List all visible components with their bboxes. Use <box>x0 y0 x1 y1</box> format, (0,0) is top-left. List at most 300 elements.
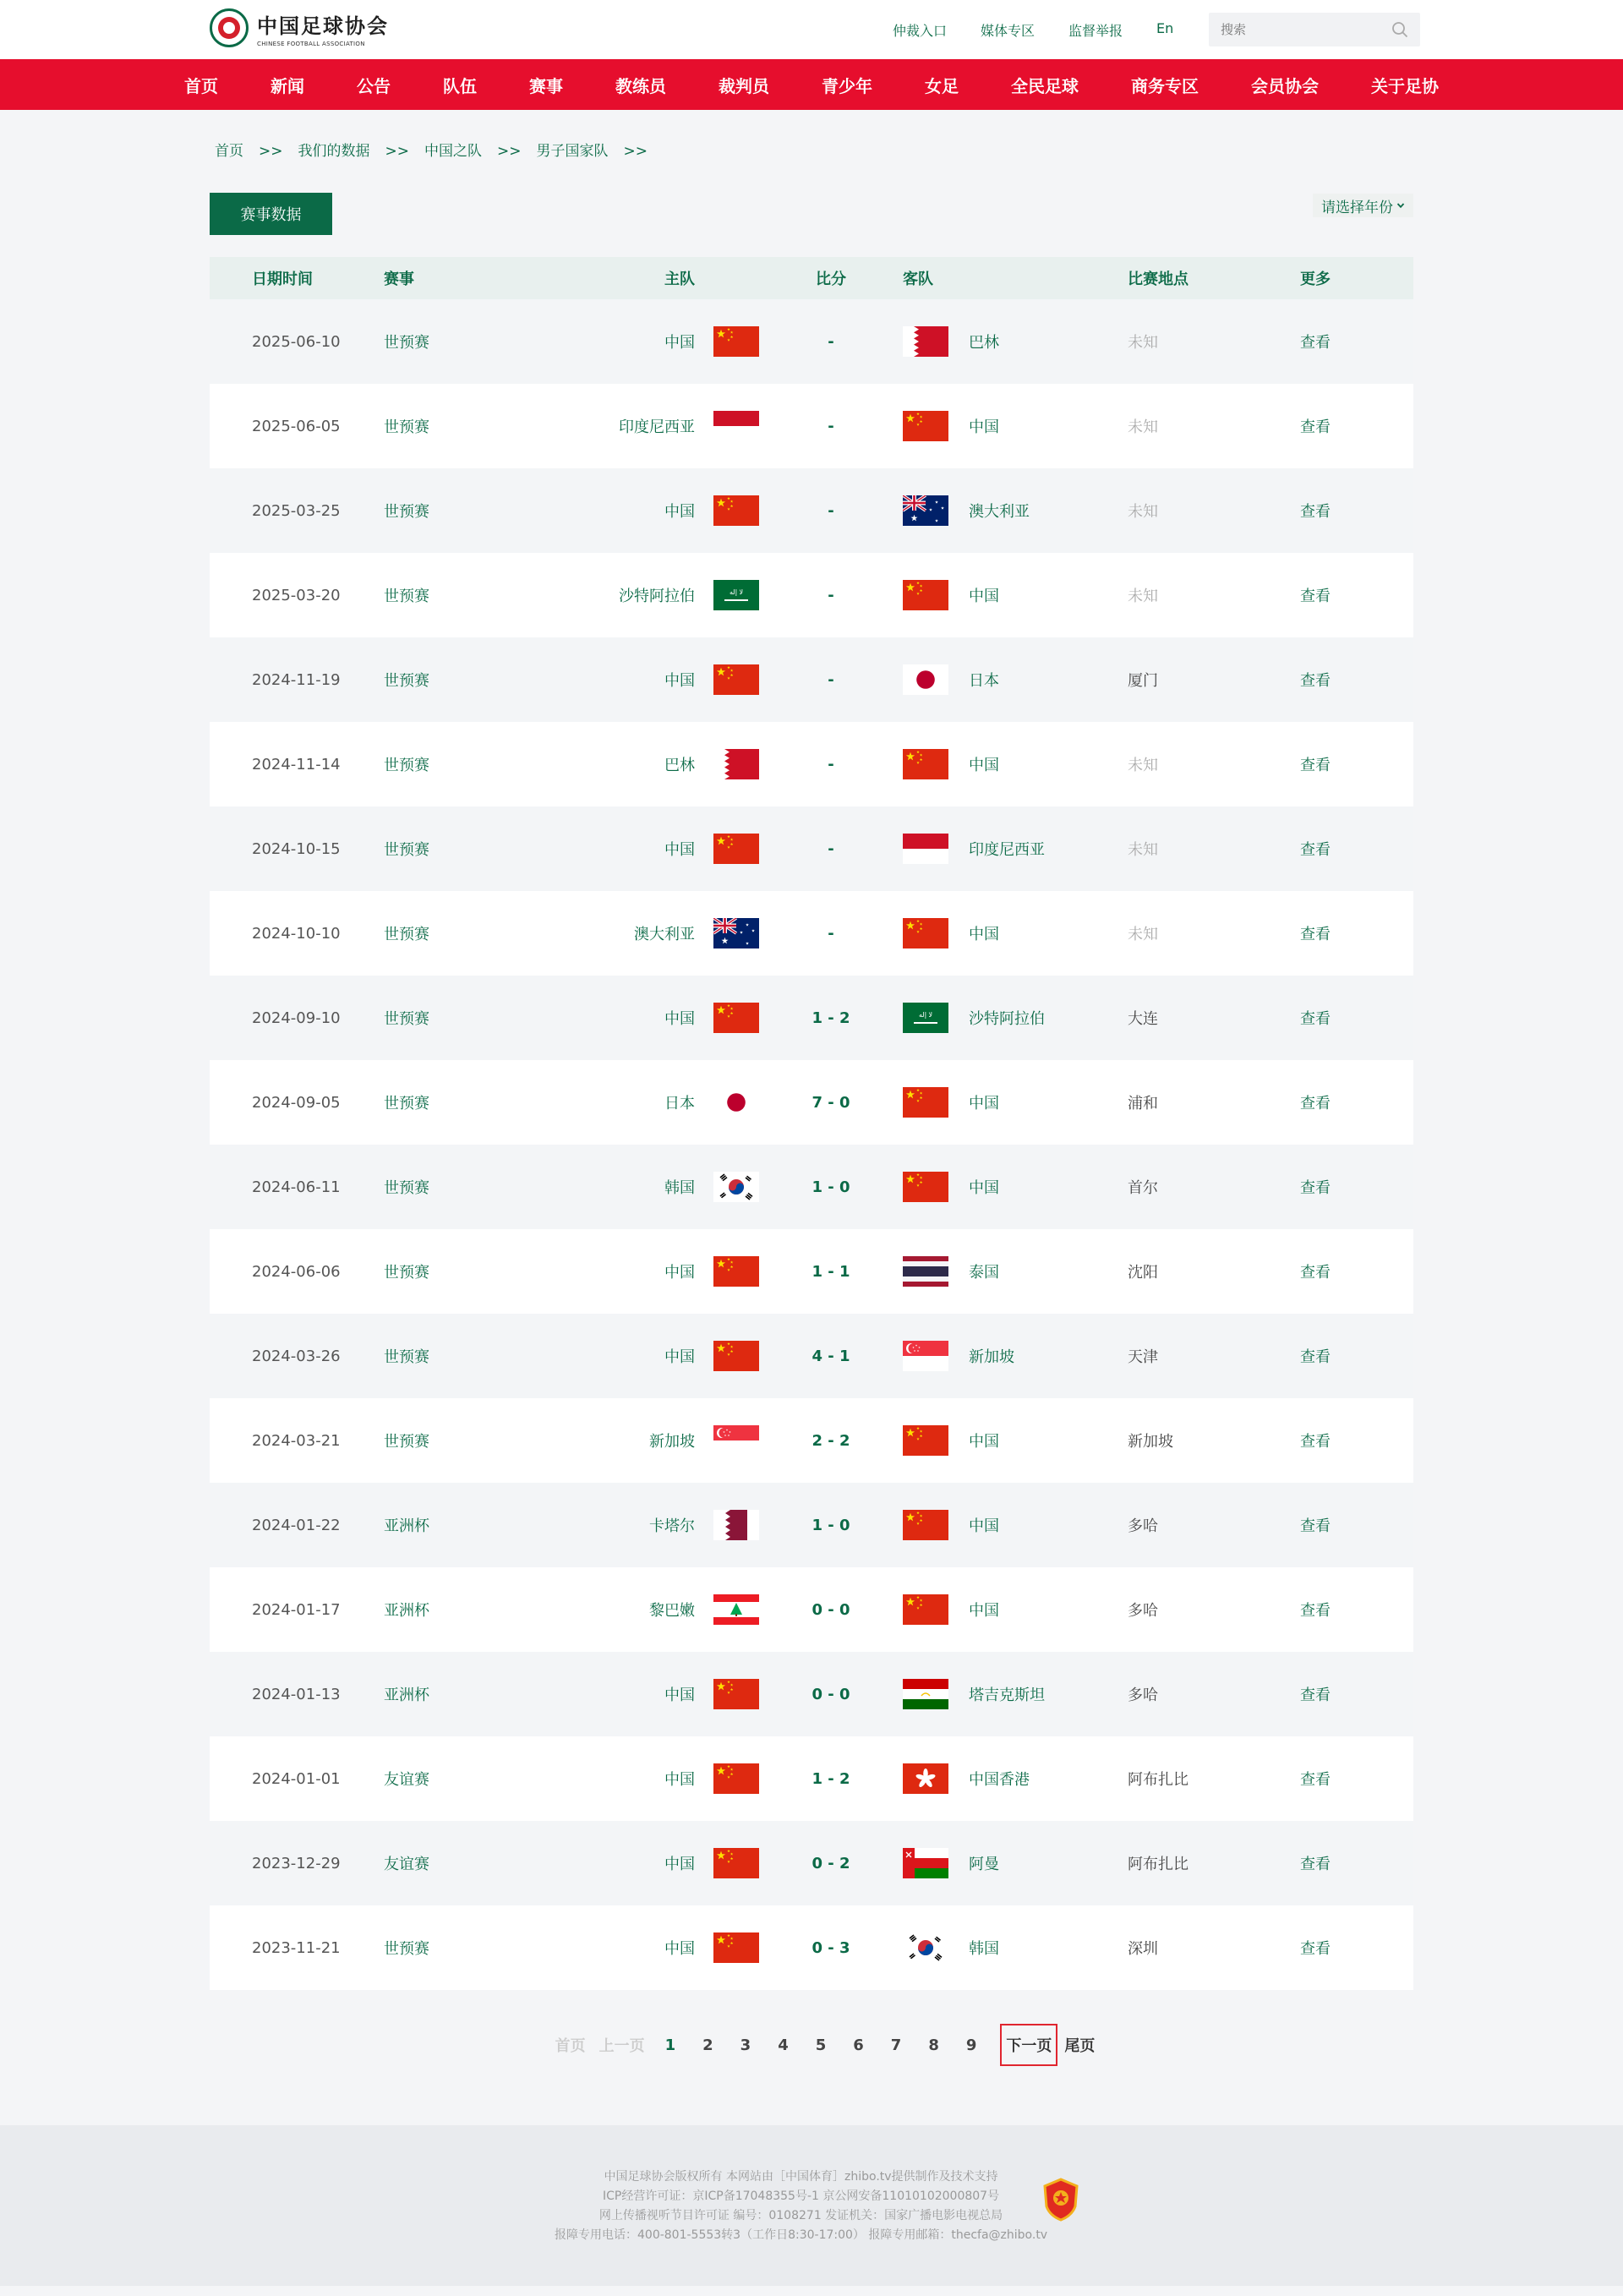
away-team[interactable]: 澳大利亚 <box>969 503 1030 521</box>
home-team[interactable]: 中国 <box>664 1010 695 1028</box>
home-flag <box>713 1736 759 1821</box>
home-team[interactable]: 中国 <box>664 1856 695 1873</box>
match-date: 2024-01-17 <box>252 1600 341 1619</box>
away-flag <box>903 1483 969 1567</box>
match-date: 2025-03-20 <box>252 586 341 604</box>
match-score: 1 - 2 <box>812 1009 850 1027</box>
flag-australia-icon <box>903 495 948 526</box>
home-team[interactable]: 中国 <box>664 503 695 521</box>
away-team[interactable]: 中国 <box>969 1602 999 1620</box>
match-date: 2025-06-05 <box>252 417 341 435</box>
match-competition[interactable]: 世预赛 <box>384 1010 429 1028</box>
flag-australia-icon <box>713 918 759 948</box>
away-flag <box>903 468 969 553</box>
top-bar <box>0 0 1623 59</box>
match-date: 2024-06-11 <box>252 1178 341 1196</box>
match-venue: 新加坡 <box>1128 1433 1173 1451</box>
match-competition[interactable]: 世预赛 <box>384 926 429 943</box>
match-date: 2024-01-22 <box>252 1516 341 1534</box>
table-row <box>210 1229 1413 1314</box>
home-flag <box>713 1229 759 1314</box>
home-flag <box>713 722 759 806</box>
away-flag <box>903 1314 969 1398</box>
home-team[interactable]: 中国 <box>664 672 695 690</box>
page-9[interactable]: 9 <box>965 2036 977 2054</box>
table-row <box>210 299 1413 384</box>
away-team[interactable]: 印度尼西亚 <box>969 841 1045 859</box>
nav-youth[interactable]: 青少年 <box>822 75 872 96</box>
home-team[interactable]: 中国 <box>664 1348 695 1366</box>
chevron-down-icon <box>1396 201 1405 210</box>
page-8[interactable]: 8 <box>928 2036 939 2054</box>
nav-notice[interactable]: 公告 <box>357 75 391 96</box>
flag-china-icon <box>713 495 759 526</box>
link-media[interactable]: 媒体专区 <box>981 23 1036 39</box>
home-flag <box>713 637 759 722</box>
match-date: 2024-10-10 <box>252 924 341 943</box>
match-score: 1 - 0 <box>812 1516 850 1534</box>
nav-members[interactable]: 会员协会 <box>1251 75 1319 96</box>
year-select[interactable] <box>1313 194 1413 217</box>
match-venue: 多哈 <box>1128 1686 1158 1704</box>
search-box <box>1209 13 1420 46</box>
match-competition[interactable]: 友谊赛 <box>384 1856 429 1873</box>
match-venue: 未知 <box>1128 841 1158 859</box>
flag-thailand-icon <box>903 1256 948 1287</box>
match-venue: 多哈 <box>1128 1602 1158 1620</box>
away-flag <box>903 1060 969 1145</box>
home-team[interactable]: 中国 <box>664 1771 695 1789</box>
flag-china-icon <box>903 1510 948 1540</box>
view-details-link[interactable]: 查看 <box>1300 1095 1331 1112</box>
page-2[interactable]: 2 <box>702 2036 713 2054</box>
flag-china-icon <box>713 1763 759 1794</box>
view-details-link[interactable]: 查看 <box>1300 841 1331 859</box>
flag-hong-kong-icon <box>903 1763 948 1794</box>
view-details-link[interactable]: 查看 <box>1300 1940 1331 1958</box>
away-team[interactable]: 塔吉克斯坦 <box>969 1686 1045 1704</box>
away-flag <box>903 1398 969 1483</box>
match-date: 2024-09-05 <box>252 1093 341 1112</box>
match-competition[interactable]: 友谊赛 <box>384 1771 429 1789</box>
match-competition[interactable]: 世预赛 <box>384 1095 429 1112</box>
table-row <box>210 891 1413 976</box>
flag-china-icon <box>713 1679 759 1709</box>
table-row <box>210 722 1413 806</box>
svg-text:ﻻ إله: ﻻ إله <box>918 1011 933 1019</box>
match-date: 2024-10-15 <box>252 839 341 858</box>
flag-china-icon <box>713 1341 759 1371</box>
link-report[interactable]: 监督举报 <box>1068 23 1123 39</box>
home-team[interactable]: 澳大利亚 <box>634 926 695 943</box>
home-flag <box>713 299 759 384</box>
page-7[interactable]: 7 <box>890 2036 902 2054</box>
svg-text:ﻻ إله: ﻻ إله <box>729 588 744 596</box>
footer-icp: ICP经营许可证：京ICP备17048355号-1 京公网安备11010102000807号 <box>603 2189 1000 2203</box>
view-details-link[interactable]: 查看 <box>1300 503 1331 521</box>
away-team[interactable]: 巴林 <box>969 334 999 352</box>
flag-china-icon <box>713 664 759 695</box>
header-competition: 赛事 <box>384 271 414 288</box>
away-team[interactable]: 中国 <box>969 588 999 605</box>
away-team[interactable]: 中国 <box>969 1517 999 1535</box>
page-5[interactable]: 5 <box>815 2036 827 2054</box>
home-team[interactable]: 巴林 <box>664 757 695 774</box>
match-score: - <box>828 755 834 774</box>
home-team[interactable]: 新加坡 <box>649 1433 695 1451</box>
match-date: 2025-03-25 <box>252 501 341 520</box>
match-score: - <box>828 924 834 943</box>
match-venue: 未知 <box>1128 757 1158 774</box>
home-team[interactable]: 韩国 <box>664 1179 695 1197</box>
away-flag <box>903 1567 969 1652</box>
match-competition[interactable]: 亚洲杯 <box>384 1602 429 1620</box>
match-venue: 未知 <box>1128 503 1158 521</box>
match-date: 2025-06-10 <box>252 332 341 351</box>
search-input[interactable] <box>1209 13 1378 46</box>
home-team[interactable]: 中国 <box>664 334 695 352</box>
header-venue: 比赛地点 <box>1128 271 1189 288</box>
flag-china-icon <box>903 749 948 779</box>
match-date: 2024-06-06 <box>252 1262 341 1281</box>
page-3[interactable]: 3 <box>740 2036 751 2054</box>
flag-japan-icon <box>713 1087 759 1118</box>
view-details-link[interactable]: 查看 <box>1300 1856 1331 1873</box>
away-team[interactable]: 阿曼 <box>969 1856 999 1873</box>
match-score: 4 - 1 <box>812 1347 850 1365</box>
match-competition[interactable]: 世预赛 <box>384 1264 429 1282</box>
nav-referees[interactable]: 裁判员 <box>719 75 769 96</box>
home-team[interactable]: 印度尼西亚 <box>619 418 695 436</box>
match-score: - <box>828 501 834 520</box>
flag-china-icon <box>713 326 759 357</box>
tab-match-data[interactable]: 赛事数据 <box>210 193 332 235</box>
match-competition[interactable]: 世预赛 <box>384 334 429 352</box>
match-competition[interactable]: 世预赛 <box>384 418 429 436</box>
home-flag <box>713 1145 759 1229</box>
flag-china-icon <box>903 1425 948 1456</box>
match-venue: 天津 <box>1128 1348 1158 1366</box>
view-details-link[interactable]: 查看 <box>1300 1771 1331 1789</box>
toolbar <box>210 169 1413 257</box>
match-competition[interactable]: 世预赛 <box>384 503 429 521</box>
match-score: - <box>828 417 834 435</box>
link-english[interactable]: En <box>1156 20 1174 36</box>
breadcrumb-home[interactable]: 首页 <box>215 143 243 160</box>
away-team[interactable]: 沙特阿拉伯 <box>969 1010 1045 1028</box>
home-team[interactable]: 中国 <box>664 1264 695 1282</box>
match-competition[interactable]: 世预赛 <box>384 841 429 859</box>
match-venue: 首尔 <box>1128 1179 1158 1197</box>
match-venue: 深圳 <box>1128 1940 1158 1958</box>
away-flag <box>903 553 969 637</box>
match-competition[interactable]: 世预赛 <box>384 672 429 690</box>
view-details-link[interactable]: 查看 <box>1300 1010 1331 1028</box>
match-date: 2024-11-19 <box>252 670 341 689</box>
page-last[interactable]: 尾页 <box>1064 2037 1096 2055</box>
header-more: 更多 <box>1300 271 1331 288</box>
match-score: 1 - 1 <box>812 1262 850 1281</box>
away-team[interactable]: 中国 <box>969 757 999 774</box>
away-flag <box>903 806 969 891</box>
footer-contact: 报障专用电话：400-801-5553转3（工作日8:30-17:00） 报障专用邮箱：thecfa@zhibo.tv <box>555 2228 1048 2242</box>
match-date: 2024-01-13 <box>252 1685 341 1703</box>
flag-korea-icon <box>713 1172 759 1202</box>
home-team[interactable]: 中国 <box>664 841 695 859</box>
match-competition[interactable]: 亚洲杯 <box>384 1517 429 1535</box>
table-header-row <box>210 257 1413 299</box>
flag-indonesia-icon <box>903 834 948 864</box>
home-flag <box>713 1652 759 1736</box>
match-competition[interactable]: 世预赛 <box>384 1179 429 1197</box>
flag-qatar-icon <box>713 1510 759 1540</box>
view-details-link[interactable]: 查看 <box>1300 672 1331 690</box>
away-team[interactable]: 中国 <box>969 1433 999 1451</box>
away-flag <box>903 1652 969 1736</box>
flag-china-icon <box>903 411 948 441</box>
flag-indonesia-icon <box>713 411 759 441</box>
match-competition[interactable]: 世预赛 <box>384 1433 429 1451</box>
cfa-emblem-icon <box>210 8 249 47</box>
flag-bahrain-icon <box>713 749 759 779</box>
search-icon[interactable] <box>1391 21 1408 38</box>
table-row <box>210 384 1413 468</box>
nav-teams[interactable]: 队伍 <box>443 75 477 96</box>
home-team[interactable]: 黎巴嫩 <box>649 1602 695 1620</box>
away-flag <box>903 1229 969 1314</box>
match-score: 0 - 3 <box>812 1938 850 1957</box>
match-score: 1 - 2 <box>812 1769 850 1788</box>
footer-copyright: 中国足球协会版权所有 本网站由［中国体育］zhibo.tv提供制作及技术支持 <box>604 2170 998 2184</box>
header-date: 日期时间 <box>252 271 313 288</box>
footer <box>0 2125 1623 2286</box>
away-team[interactable]: 韩国 <box>969 1940 999 1958</box>
away-team[interactable]: 泰国 <box>969 1264 999 1282</box>
home-flag <box>713 384 759 468</box>
away-team[interactable]: 中国 <box>969 926 999 943</box>
match-score: - <box>828 332 834 351</box>
main-nav <box>0 59 1623 110</box>
table-row <box>210 553 1413 637</box>
match-date: 2023-11-21 <box>252 1938 341 1957</box>
table-row <box>210 806 1413 891</box>
home-flag <box>713 1483 759 1567</box>
page-prev[interactable]: 上一页 <box>598 2037 645 2055</box>
table-row <box>210 1905 1413 1990</box>
match-venue: 未知 <box>1128 334 1158 352</box>
view-details-link[interactable]: 查看 <box>1300 418 1331 436</box>
away-team[interactable]: 中国 <box>969 1179 999 1197</box>
security-badge-icon[interactable] <box>1041 2178 1080 2222</box>
away-team[interactable]: 新加坡 <box>969 1348 1014 1366</box>
flag-china-icon <box>713 834 759 864</box>
match-venue: 未知 <box>1128 588 1158 605</box>
home-flag <box>713 806 759 891</box>
breadcrumb-separator: >> <box>385 143 409 160</box>
match-score: - <box>828 839 834 858</box>
header-away: 客队 <box>903 271 933 288</box>
match-date: 2024-09-10 <box>252 1009 341 1027</box>
flag-china-icon <box>903 1594 948 1625</box>
home-flag <box>713 1821 759 1905</box>
match-score: 1 - 0 <box>812 1178 850 1196</box>
home-flag <box>713 1567 759 1652</box>
nav-news[interactable]: 新闻 <box>270 75 304 96</box>
match-score: 2 - 2 <box>812 1431 850 1450</box>
logo-subtitle: CHINESE FOOTBALL ASSOCIATION <box>257 40 365 47</box>
away-flag <box>903 299 969 384</box>
cfa-logo[interactable] <box>210 8 389 47</box>
match-venue: 厦门 <box>1128 672 1158 690</box>
table-row <box>210 1314 1413 1398</box>
view-details-link[interactable]: 查看 <box>1300 1179 1331 1197</box>
page-6[interactable]: 6 <box>853 2036 864 2054</box>
away-flag <box>903 1736 969 1821</box>
match-date: 2023-12-29 <box>252 1854 341 1872</box>
match-score: 0 - 2 <box>812 1854 850 1872</box>
flag-japan-icon <box>903 664 948 695</box>
match-competition[interactable]: 世预赛 <box>384 757 429 774</box>
nav-business[interactable]: 商务专区 <box>1131 75 1199 96</box>
flag-china-icon <box>713 1932 759 1963</box>
home-flag <box>713 468 759 553</box>
match-score: 0 - 0 <box>812 1685 850 1703</box>
flag-singapore-icon <box>713 1425 759 1456</box>
match-score: - <box>828 670 834 689</box>
table-row <box>210 1145 1413 1229</box>
view-details-link[interactable]: 查看 <box>1300 1348 1331 1366</box>
table-row <box>210 1398 1413 1483</box>
nav-about[interactable]: 关于足协 <box>1371 75 1439 96</box>
away-flag <box>903 637 969 722</box>
table-row <box>210 1821 1413 1905</box>
match-score: - <box>828 586 834 604</box>
breadcrumb-separator: >> <box>623 143 648 160</box>
table-row <box>210 976 1413 1060</box>
view-details-link[interactable]: 查看 <box>1300 1433 1331 1451</box>
match-competition[interactable]: 亚洲杯 <box>384 1686 429 1704</box>
match-score: 0 - 0 <box>812 1600 850 1619</box>
home-flag <box>713 1905 759 1990</box>
flag-china-icon <box>903 580 948 610</box>
away-team[interactable]: 中国 <box>969 1095 999 1112</box>
logo-title: 中国足球协会 <box>257 14 389 38</box>
nav-home[interactable]: 首页 <box>184 75 218 96</box>
away-flag <box>903 722 969 806</box>
home-team[interactable]: 沙特阿拉伯 <box>619 588 695 605</box>
table-row <box>210 1652 1413 1736</box>
away-flag <box>903 891 969 976</box>
home-team[interactable]: 中国 <box>664 1940 695 1958</box>
away-flag <box>903 1821 969 1905</box>
flag-lebanon-icon <box>713 1594 759 1625</box>
page-first[interactable]: 首页 <box>555 2037 586 2055</box>
flag-tajikistan-icon <box>903 1679 948 1709</box>
year-select-label: 请选择年份 <box>1321 199 1393 216</box>
view-details-link[interactable]: 查看 <box>1300 334 1331 352</box>
flag-oman-icon <box>903 1848 948 1878</box>
table-row <box>210 637 1413 722</box>
page-next-button[interactable]: 下一页 <box>1000 2024 1057 2066</box>
match-date: 2024-01-01 <box>252 1769 341 1788</box>
pagination <box>243 2024 1413 2066</box>
match-competition[interactable]: 世预赛 <box>384 588 429 605</box>
match-score: 7 - 0 <box>812 1093 850 1112</box>
match-table <box>210 257 1413 1990</box>
table-row <box>210 1483 1413 1567</box>
page-1[interactable]: 1 <box>664 2036 676 2054</box>
match-venue: 未知 <box>1128 926 1158 943</box>
footer-license: 网上传播视听节目许可证 编号：0108271 发证机关：国家广播电影电视总局 <box>598 2209 1003 2222</box>
page-4[interactable]: 4 <box>778 2036 789 2054</box>
table-row <box>210 1060 1413 1145</box>
header-home: 主队 <box>664 271 695 288</box>
flag-china-icon <box>903 1087 948 1118</box>
breadcrumb-china-team[interactable]: 中国之队 <box>424 143 482 160</box>
match-competition[interactable]: 世预赛 <box>384 1348 429 1366</box>
view-details-link[interactable]: 查看 <box>1300 1602 1331 1620</box>
flag-saudi-arabia-icon <box>713 580 759 610</box>
breadcrumb-separator: >> <box>497 143 522 160</box>
match-venue: 未知 <box>1128 418 1158 436</box>
flag-china-icon <box>713 1003 759 1033</box>
home-flag <box>713 976 759 1060</box>
top-links <box>893 20 1207 40</box>
view-details-link[interactable]: 查看 <box>1300 757 1331 774</box>
match-venue: 多哈 <box>1128 1517 1158 1535</box>
match-venue: 阿布扎比 <box>1128 1771 1189 1789</box>
table-row <box>210 1736 1413 1821</box>
view-details-link[interactable]: 查看 <box>1300 588 1331 605</box>
flag-korea-icon <box>903 1932 948 1963</box>
away-flag <box>903 384 969 468</box>
match-venue: 沈阳 <box>1128 1264 1158 1282</box>
nav-coaches[interactable]: 教练员 <box>615 75 666 96</box>
away-team[interactable]: 中国香港 <box>969 1771 1030 1789</box>
home-flag <box>713 1060 759 1145</box>
away-flag <box>903 1145 969 1229</box>
view-details-link[interactable]: 查看 <box>1300 926 1331 943</box>
nav-women[interactable]: 女足 <box>925 75 959 96</box>
away-flag <box>903 1905 969 1990</box>
breadcrumb-men-national[interactable]: 男子国家队 <box>536 143 609 160</box>
flag-china-icon <box>713 1256 759 1287</box>
flag-singapore-icon <box>903 1341 948 1371</box>
match-competition[interactable]: 世预赛 <box>384 1940 429 1958</box>
breadcrumb-separator: >> <box>259 143 283 160</box>
match-venue: 浦和 <box>1128 1095 1158 1112</box>
away-team[interactable]: 中国 <box>969 418 999 436</box>
breadcrumb-our-data[interactable]: 我们的数据 <box>298 143 370 160</box>
view-details-link[interactable]: 查看 <box>1300 1686 1331 1704</box>
view-details-link[interactable]: 查看 <box>1300 1517 1331 1535</box>
away-team[interactable]: 日本 <box>969 672 999 690</box>
home-flag <box>713 1314 759 1398</box>
home-team[interactable]: 卡塔尔 <box>649 1517 695 1535</box>
match-date: 2024-03-21 <box>252 1431 341 1450</box>
home-flag <box>713 891 759 976</box>
link-arbitration[interactable]: 仲裁入口 <box>893 23 948 39</box>
view-details-link[interactable]: 查看 <box>1300 1264 1331 1282</box>
away-flag <box>903 976 969 1060</box>
table-row <box>210 1567 1413 1652</box>
home-team[interactable]: 日本 <box>664 1095 695 1112</box>
nav-grassroots[interactable]: 全民足球 <box>1011 75 1079 96</box>
flag-china-icon <box>713 1848 759 1878</box>
home-team[interactable]: 中国 <box>664 1686 695 1704</box>
main-content <box>210 110 1413 2091</box>
nav-events[interactable]: 赛事 <box>529 75 563 96</box>
